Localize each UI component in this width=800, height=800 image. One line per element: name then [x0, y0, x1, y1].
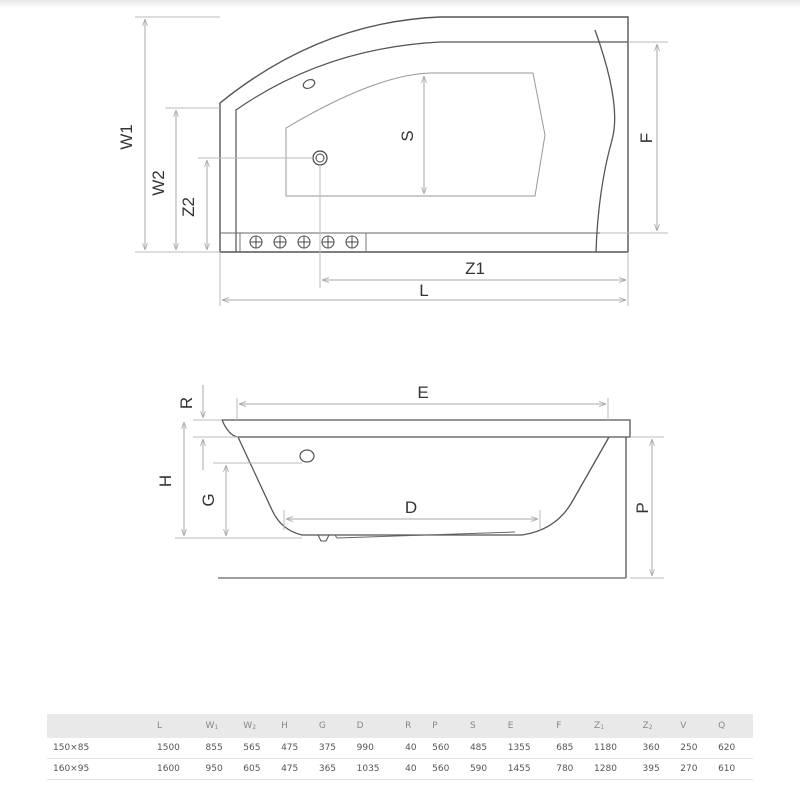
table-cell: 620	[715, 738, 753, 759]
header-cell	[47, 714, 154, 738]
header-cell: H	[278, 714, 316, 738]
label-e: E	[417, 383, 429, 402]
table-cell: 560	[429, 759, 467, 780]
header-cell: D	[354, 714, 403, 738]
label-z2: Z2	[179, 197, 198, 217]
table-cell: 1280	[591, 759, 640, 780]
tub-body	[238, 437, 609, 535]
header-cell: $Z_2$	[640, 714, 678, 738]
table-cell: 270	[677, 759, 715, 780]
table-cell: 1500	[154, 738, 203, 759]
table-row	[47, 738, 753, 759]
table-cell: 250	[677, 738, 715, 759]
table-cell: 160×95	[47, 759, 154, 780]
dimensions-table	[47, 714, 753, 780]
table-cell: 360	[640, 738, 678, 759]
massage-jets	[250, 236, 358, 248]
table-header-row	[47, 714, 753, 738]
header-cell: Q	[715, 714, 753, 738]
table-cell: 485	[467, 738, 505, 759]
table-cell: 1600	[154, 759, 203, 780]
table-row	[47, 759, 753, 780]
table-cell: 475	[278, 738, 316, 759]
table-cell: 40	[402, 738, 429, 759]
header-cell: $Z_1$	[591, 714, 640, 738]
header-cell: F	[553, 714, 591, 738]
table-cell: 990	[354, 738, 403, 759]
label-l: L	[419, 281, 429, 300]
table-cell: 375	[316, 738, 354, 759]
table-cell: 685	[553, 738, 591, 759]
table-cell: 395	[640, 759, 678, 780]
side-overflow-hole	[300, 450, 314, 462]
table-cell: 1035	[354, 759, 403, 780]
overflow-hole	[302, 78, 316, 90]
header-cell: V	[677, 714, 715, 738]
label-s: S	[398, 130, 417, 142]
header-cell: G	[316, 714, 354, 738]
table-cell: 475	[278, 759, 316, 780]
table-cell: 1180	[591, 738, 640, 759]
table-cell: 1355	[505, 738, 554, 759]
label-p: P	[633, 502, 652, 514]
header-cell: $W_2$	[240, 714, 278, 738]
table-cell: 560	[429, 738, 467, 759]
label-d: D	[404, 498, 418, 517]
table-cell: 150×85	[47, 738, 154, 759]
label-f: F	[637, 132, 656, 144]
header-cell: P	[429, 714, 467, 738]
label-w2: W2	[149, 170, 168, 196]
label-r: R	[177, 396, 196, 410]
table-cell: 610	[715, 759, 753, 780]
table-cell: 365	[316, 759, 354, 780]
top-view	[117, 17, 668, 306]
header-cell: S	[467, 714, 505, 738]
table-cell: 40	[402, 759, 429, 780]
header-cell: E	[505, 714, 554, 738]
side-view	[156, 383, 664, 578]
table-cell: 1455	[505, 759, 554, 780]
label-w1: W1	[117, 124, 136, 150]
tub-end-curve	[595, 30, 615, 252]
table-cell: 950	[203, 759, 241, 780]
drain	[313, 151, 327, 165]
header-cell: R	[402, 714, 429, 738]
table-cell: 605	[240, 759, 278, 780]
label-h: H	[156, 474, 175, 488]
table-cell: 565	[240, 738, 278, 759]
table-cell: 590	[467, 759, 505, 780]
tub-rim	[222, 420, 630, 437]
label-g: G	[199, 493, 218, 507]
table-cell: 780	[553, 759, 591, 780]
label-z1: Z1	[465, 259, 485, 278]
header-cell: $W_1$	[203, 714, 241, 738]
table-cell: 855	[203, 738, 241, 759]
header-cell: L	[154, 714, 203, 738]
